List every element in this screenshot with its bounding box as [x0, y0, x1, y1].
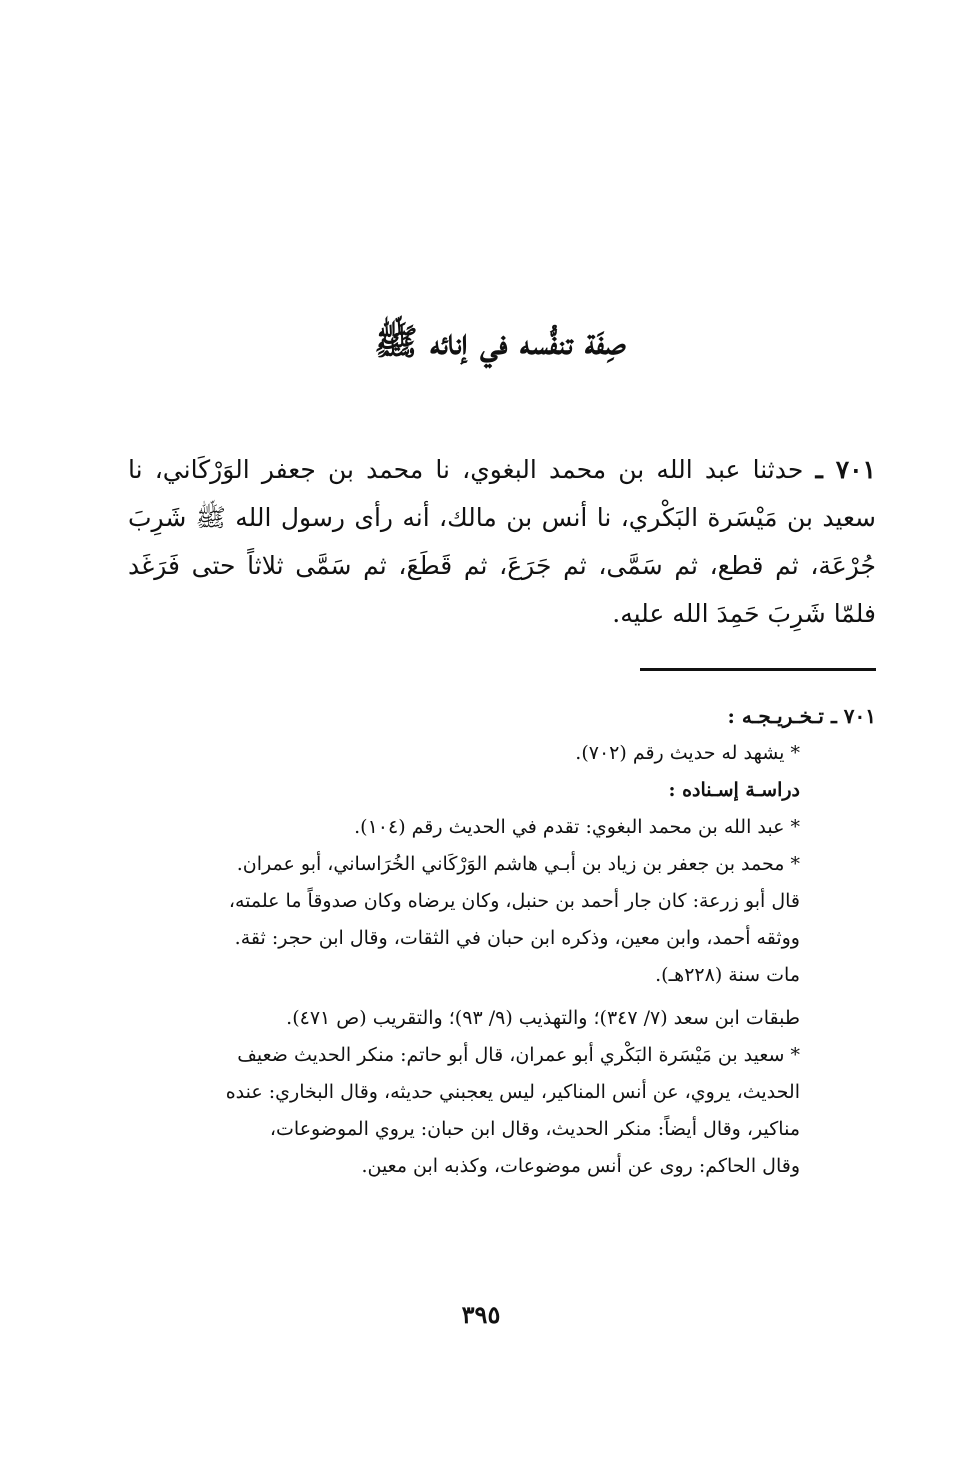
footnote-divider	[640, 668, 876, 671]
narrator-note-saeed-line: مناكير، وقال أيضاً: منكر الحديث، وقال ابن حبان: يروي الموضوعات،	[269, 1118, 800, 1140]
chapter-title: صِفَة تنفُّسه في إنائه ﷺ	[374, 321, 626, 363]
narrator-note-saeed-line: وقال الحاكم: روى عن أنس موضوعات، وكذبه ابن معين.	[361, 1155, 800, 1177]
narrator-note-warkani-line: مات سنة (٢٢٨هـ).	[655, 964, 800, 986]
hadith-text-block	[128, 446, 876, 638]
narrator-note-warkani-line: قال أبو زرعة: كان جار أحمد بن حنبل، وكان يرضاه وكان صدوقاً ما علمته،	[228, 890, 800, 912]
sources-note: طبقات ابن سعد (٧/ ٣٤٧)؛ والتهذيب (٩/ ٩٣)؛ والتقريب (ص ٤٧١).	[286, 1007, 800, 1029]
takhrij-heading: ٧٠١ ـ تـخـريـجـه :	[727, 704, 876, 728]
narrator-note-warkani-line: * محمد بن جعفر بن زياد بن أبـي هاشم الوَرْكَاني الخُرَاساني، أبو عمران.	[236, 853, 800, 875]
footnotes-block	[132, 698, 876, 1185]
witness-note: * يشهد له حديث رقم (٧٠٢).	[575, 742, 800, 764]
hadith-body: حدثنا عبد الله بن محمد البغوي، نا محمد بن جعفر الوَرْكَاني، نا سعيد بن مَيْسَرة البَكْري، نا أنس بن مالك، أنه رأى رسول الله ﷺ شَرِبَ جُرْعَة، ثم قطع، ثم سَمَّى، ثم جَرَعَ، ثم قَطَعَ، ثم سَمَّى ثلاثاً حتى فَرَغَد فلمّا شَرِبَ حَمِدَ الله عليه.	[128, 455, 876, 628]
narrator-note-baghawi: * عبد الله بن محمد البغوي: تقدم في الحديث رقم (١٠٤).	[354, 816, 800, 838]
page-number: ٣٩٥	[461, 1300, 501, 1329]
isnad-heading: دراسـة إسـناده :	[668, 779, 800, 801]
narrator-note-warkani-line: ووثقه أحمد، وابن معين، وذكره ابن حبان في الثقات، وقال ابن حجر: ثقة.	[234, 927, 800, 949]
narrator-note-saeed-line: الحديث، يروي، عن أنس المناكير، ليس يعجبني حديثه، وقال البخاري: عنده	[225, 1081, 800, 1103]
narrator-note-saeed-line: * سعيد بن مَيْسَرة البَكْري أبو عمران، قال أبو حاتم: منكر الحديث ضعيف	[237, 1044, 800, 1066]
hadith-number: ٧٠١ ـ	[815, 455, 876, 484]
